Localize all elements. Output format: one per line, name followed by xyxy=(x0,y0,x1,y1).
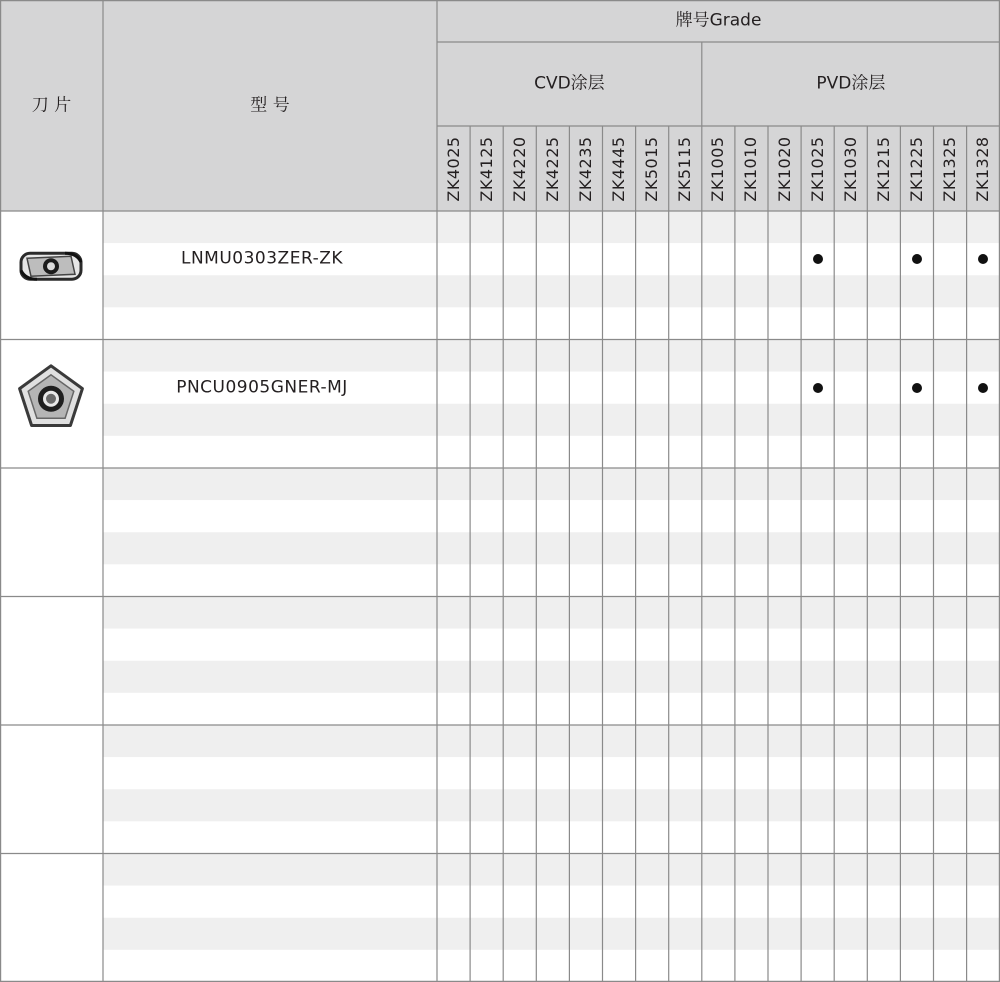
row-stripe xyxy=(103,340,1000,372)
grade-code-label: ZK5015 xyxy=(642,135,662,202)
grade-code-label: ZK4445 xyxy=(609,135,629,202)
row-stripe xyxy=(103,404,1000,436)
row-stripe xyxy=(103,564,1000,596)
row-stripe xyxy=(103,307,1000,339)
pvd-coating-header: PVD涂层 xyxy=(816,73,886,94)
grade-code-label: ZK1328 xyxy=(973,135,993,202)
grade-code-label: ZK1325 xyxy=(940,135,960,202)
cvd-coating-header: CVD涂层 xyxy=(534,73,605,94)
grade-code-label: ZK1020 xyxy=(774,135,794,202)
grade-code-label: ZK1225 xyxy=(906,135,926,202)
lnmu-insert-icon xyxy=(21,253,81,279)
grade-code-label: ZK1025 xyxy=(807,135,827,202)
availability-mark xyxy=(813,383,823,393)
row-stripe xyxy=(103,532,1000,564)
grade-code-label: ZK4025 xyxy=(443,135,463,202)
row-stripe xyxy=(103,661,1000,693)
row-stripe xyxy=(103,211,1000,243)
row-stripe xyxy=(103,886,1000,918)
row-stripe xyxy=(103,597,1000,629)
row-stripe xyxy=(103,821,1000,853)
availability-mark xyxy=(978,254,988,264)
grade-code-label: ZK4220 xyxy=(509,135,529,202)
pncu-pentagon-insert-icon xyxy=(20,366,83,426)
grade-code-label: ZK1010 xyxy=(741,135,761,202)
grade-code-label: ZK4225 xyxy=(542,135,562,202)
grade-code-label: ZK1215 xyxy=(873,135,893,202)
availability-mark xyxy=(912,254,922,264)
row-stripe xyxy=(103,725,1000,757)
grade-code-label: ZK4125 xyxy=(476,135,496,202)
row-stripe xyxy=(103,789,1000,821)
row-stripe xyxy=(103,950,1000,982)
grade-code-label: ZK1030 xyxy=(840,135,860,202)
grade-code-label: ZK5115 xyxy=(675,135,695,202)
row-stripe xyxy=(103,468,1000,500)
model-code: LNMU0303ZER-ZK xyxy=(180,248,344,269)
availability-mark xyxy=(813,254,823,264)
row-stripe xyxy=(103,693,1000,725)
availability-mark xyxy=(978,383,988,393)
insert-column-header: 刀 片 xyxy=(31,95,72,115)
row-stripe xyxy=(103,854,1000,886)
model-column-header: 型 号 xyxy=(250,95,290,115)
row-stripe xyxy=(103,500,1000,532)
availability-mark xyxy=(912,383,922,393)
grade-code-label: ZK4235 xyxy=(575,135,595,202)
grade-code-label: ZK1005 xyxy=(708,135,728,202)
row-stripe xyxy=(103,275,1000,307)
grade-header: 牌号Grade xyxy=(675,10,762,31)
row-stripe xyxy=(103,757,1000,789)
model-code: PNCU0905GNER-MJ xyxy=(176,377,348,398)
row-stripe xyxy=(103,629,1000,661)
row-stripe xyxy=(103,436,1000,468)
row-stripe xyxy=(103,918,1000,950)
